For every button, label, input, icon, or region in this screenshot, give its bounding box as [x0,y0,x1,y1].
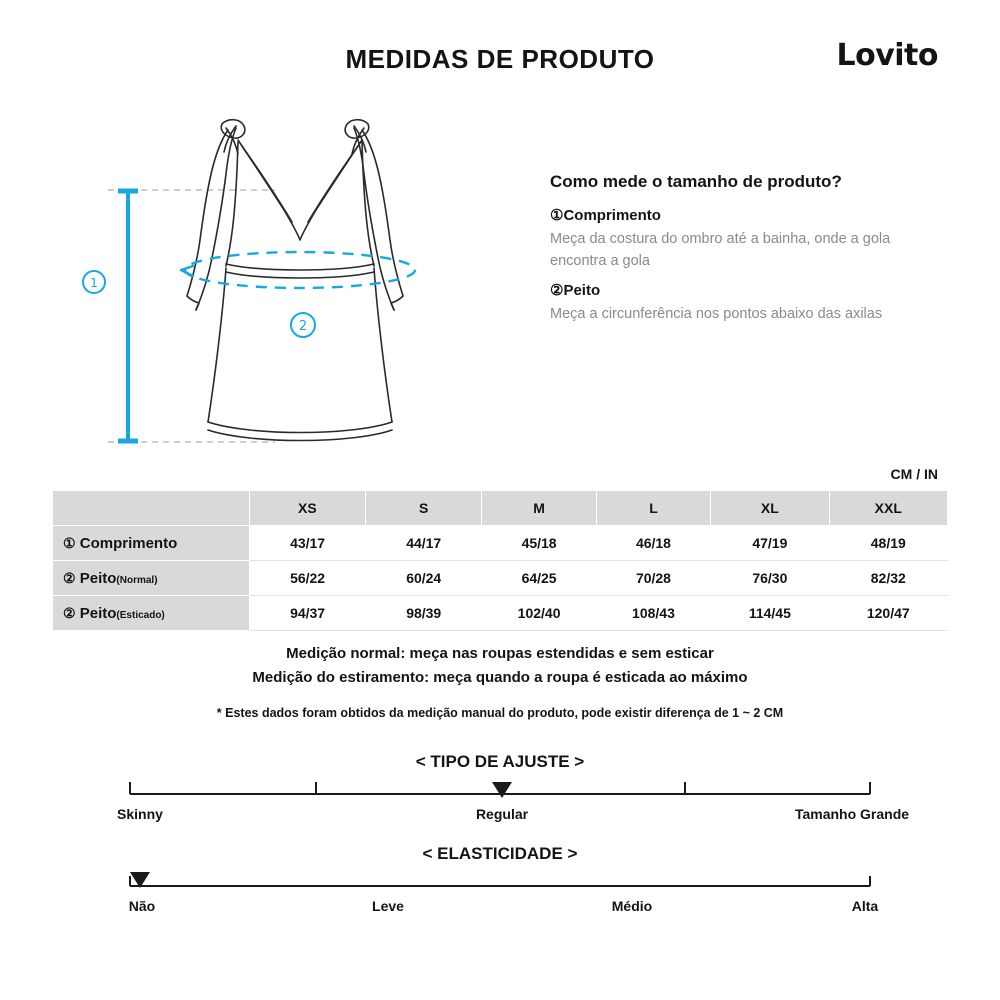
cell-chest-normal-xs: 56/22 [249,561,365,596]
fit-type-marker [492,782,512,798]
brand-logo: Lovito [836,38,938,73]
table-header-row [53,491,948,526]
row-label-length [53,526,250,561]
garment-diagram-svg [60,100,530,470]
table-header-l: L [596,491,710,526]
fit-type-scale [0,752,1000,826]
unit-label: CM / IN [890,466,938,482]
note-stretch-measurement: Medição do estiramento: meça quando a roupa é esticada ao máximo [252,669,748,686]
cell-chest-stretched-s: 98/39 [366,596,482,631]
cell-length-xs: 43/17 [249,526,365,561]
table-row [53,526,948,561]
elasticity-labels [120,898,880,918]
row-label-sub-chest-normal: (Normal) [116,574,158,586]
note-disclaimer: * Estes dados foram obtidos da medição manual do produto, pode existir diferença de 1 ~ 2 CM [216,706,784,720]
fit-type-axis [120,772,880,806]
fit-label-skinny: Skinny [117,806,163,822]
elasticity-scale [0,844,1000,918]
cell-chest-stretched-xxl: 120/47 [829,596,947,631]
table-header-m: M [482,491,596,526]
table-row [53,596,948,631]
cell-length-s: 44/17 [366,526,482,561]
elasticity-label-none: Não [128,898,156,914]
cell-chest-stretched-xl: 114/45 [711,596,829,631]
table-header-xxl: XXL [829,491,947,526]
cell-chest-stretched-xs: 94/37 [249,596,365,631]
measure-item-label-length: ①Comprimento [550,207,661,224]
size-table-body [53,526,948,631]
fit-type-labels [117,806,910,826]
table-row [53,561,948,596]
row-label-text-chest-normal: Peito [79,569,117,587]
row-label-text-length: Comprimento [79,534,178,552]
cell-chest-normal-l: 70/28 [596,561,710,596]
how-to-measure-section [550,172,950,333]
cell-chest-stretched-l: 108/43 [596,596,710,631]
table-header-xs: XS [249,491,365,526]
cell-chest-normal-s: 60/24 [366,561,482,596]
table-header-corner [53,491,250,526]
how-to-measure-heading: Como mede o tamanho de produto? [550,172,842,191]
garment-illustration [60,100,530,470]
svg-text:1: 1 [90,276,98,290]
svg-text:2: 2 [298,319,308,334]
fit-label-regular: Regular [475,806,529,822]
elasticity-label-high: Alta [851,898,879,914]
size-table-header [53,491,948,526]
measure-item-label-chest: ②Peito [550,281,601,299]
table-header-xl: XL [711,491,829,526]
cell-length-xl: 47/19 [711,526,829,561]
elasticity-label-medium: Médio [611,898,653,914]
row-label-sub-chest-stretched: (Esticado) [116,609,165,621]
row-label-chest-stretched [53,596,250,631]
elasticity-title: < ELASTICIDADE > [422,844,578,863]
fit-type-title: < TIPO DE AJUSTE > [415,752,585,771]
page-title: MEDIDAS DE PRODUTO [345,44,655,74]
cell-chest-normal-xxl: 82/32 [829,561,947,596]
row-marker-length: ① [63,534,76,551]
elasticity-axis [120,864,880,898]
row-marker-chest-normal: ② [63,569,76,586]
table-header-s: S [366,491,482,526]
measure-item-desc-length: Meça da costura do ombro até a bainha, onde a gola encontra a gola [550,231,891,270]
cell-length-m: 45/18 [482,526,596,561]
cell-length-xxl: 48/19 [829,526,947,561]
row-label-chest-normal [53,561,250,596]
fit-label-oversize: Tamanho Grande [794,806,910,822]
cell-chest-normal-xl: 76/30 [711,561,829,596]
measurement-notes [0,642,1000,720]
note-normal-measurement: Medição normal: meça nas roupas estendidas e sem esticar [286,645,714,662]
size-table [52,490,948,631]
elasticity-label-light: Leve [372,898,404,914]
cell-length-l: 46/18 [596,526,710,561]
row-label-text-chest-stretched: Peito [79,604,117,622]
measure-item-desc-chest: Meça a circunferência nos pontos abaixo das axilas [550,305,883,322]
cell-chest-normal-m: 64/25 [482,561,596,596]
row-marker-chest-stretched: ② [63,604,76,621]
cell-chest-stretched-m: 102/40 [482,596,596,631]
